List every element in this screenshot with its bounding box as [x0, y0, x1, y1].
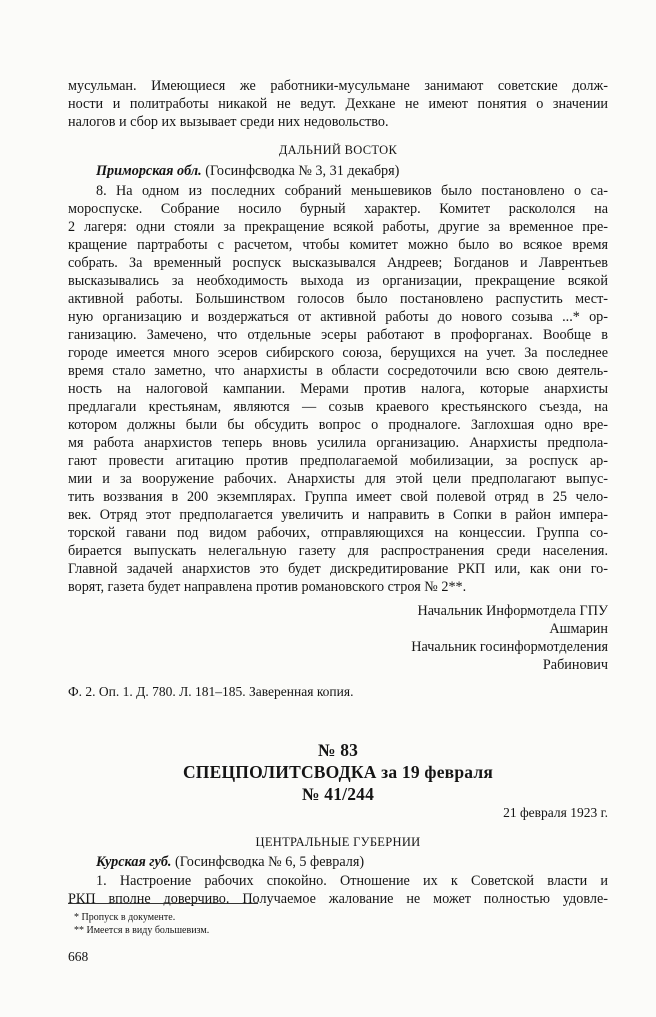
footnote-divider	[68, 903, 258, 904]
document-date: 21 февраля 1923 г.	[503, 805, 608, 820]
text-line: мии и за вооружение рабочих. Анархисты для этой цели предполагают выпус-	[68, 471, 608, 487]
text-line: активной работы. Большинством голосов было постановлено распустить мест-	[68, 291, 608, 307]
signature-name: Рабинович	[542, 657, 608, 673]
text-line: ганизацию. Замечено, что отдельные эсеры работают в профорганах. Вообще в	[68, 327, 608, 343]
text-line: ность на налоговой кампании. Мерами против налога, которые анархисты	[68, 381, 608, 397]
signature-title: Начальник госинформотделения	[411, 639, 608, 655]
document-number: № 83	[317, 740, 359, 760]
section-place: Курская губ.	[96, 854, 172, 870]
text-line: гают провести агитацию против предполагаемой мобилизации, за роспуск ар-	[68, 453, 608, 469]
text-line: мороспуске. Собрание носило бурный характер. Комитет раскололся на	[68, 201, 608, 217]
text-line: налогов и сбор их вызывает среди них недовольство.	[68, 114, 389, 130]
footnote: ** Имеется в виду большевизм.	[74, 925, 210, 936]
text-line: тить воззвания в 200 экземплярах. Группа имеет свой полевой отряд в 25 чело-	[68, 489, 608, 505]
text-line: предлагали крестьянам, являются — созыв краевого крестьянского съезда, на	[68, 399, 608, 415]
section-heading	[96, 162, 608, 180]
text-line: котором должны были бы обсудить вопрос о продналоге. Заглохшая одно вре-	[68, 417, 608, 433]
text-line: мя работа анархистов теперь вновь усилила организацию. Анархисты предпола-	[68, 435, 608, 451]
text-line: ную организацию и воздержаться от активной работы до нового созыва ...* ор-	[68, 309, 608, 325]
signature-title: Начальник Информотдела ГПУ	[417, 603, 608, 619]
text-line: ности и политработы никакой не ведут. Дехкане не имеют понятия о значении	[68, 96, 608, 112]
text-line: мусульман. Имеющиеся же работники-мусульмане занимают советские долж-	[68, 78, 608, 94]
text-line: 1. Настроение рабочих спокойно. Отношение их к Советской власти и	[96, 873, 608, 889]
footnote: * Пропуск в документе.	[74, 912, 176, 923]
signature-name: Ашмарин	[549, 621, 608, 637]
section-place: Приморская обл.	[96, 163, 202, 179]
text-line: РКП вполне доверчиво. Получаемое жалование не может полностью удовле-	[68, 891, 608, 907]
archive-reference: Ф. 2. Оп. 1. Д. 780. Л. 181–185. Заверенная копия.	[68, 684, 354, 699]
text-line: 8. На одном из последних собраний меньшевиков было постановлено о са-	[96, 183, 608, 199]
page-number: 668	[68, 949, 89, 964]
text-line: торской гавани под видом рабочих, отправляющихся на концессии. Группа со-	[68, 525, 608, 541]
region-heading: ЦЕНТРАЛЬНЫЕ ГУБЕРНИИ	[255, 835, 421, 849]
text-line: Главной задачей анархистов это будет дискредитирование РКП или, как они го-	[68, 561, 608, 577]
document-subnumber: № 41/244	[301, 784, 375, 804]
section-heading	[96, 853, 608, 871]
text-line: век. Отряд этот предполагается увеличить и направить в Сопки в район импера-	[68, 507, 608, 523]
text-line: ворят, газета будет направлена против романовского строя № 2**.	[68, 579, 467, 595]
document-title: СПЕЦПОЛИТСВОДКА за 19 февраля	[182, 762, 494, 782]
section-source: (Госинфсводка № 6, 5 февраля)	[171, 854, 365, 870]
text-line: кращение партработы с расчетом, чтобы комитет можно было во всякое время	[68, 237, 608, 253]
text-line: собрать. За временный роспуск высказывался Андреев; Богданов и Лаврентьев	[68, 255, 608, 271]
region-heading: ДАЛЬНИЙ ВОСТОК	[278, 143, 398, 157]
section-source: (Госинфсводка № 3, 31 декабря)	[201, 163, 400, 179]
text-line: время стало заметно, что анархисты в области сосредоточили всю свою деятель-	[68, 363, 608, 379]
text-line: 2 лагеря: одни стояли за прекращение всякой работы, другие за временное пре-	[68, 219, 608, 235]
text-line: высказывались за необходимость выхода из организации, прекращение всякой	[68, 273, 608, 289]
text-line: городе имеется много эсеров сибирского союза, берущихся на учет. За последнее	[68, 345, 608, 361]
text-line: бирается выпускать нелегальную газету для распространения среди населения.	[68, 543, 608, 559]
